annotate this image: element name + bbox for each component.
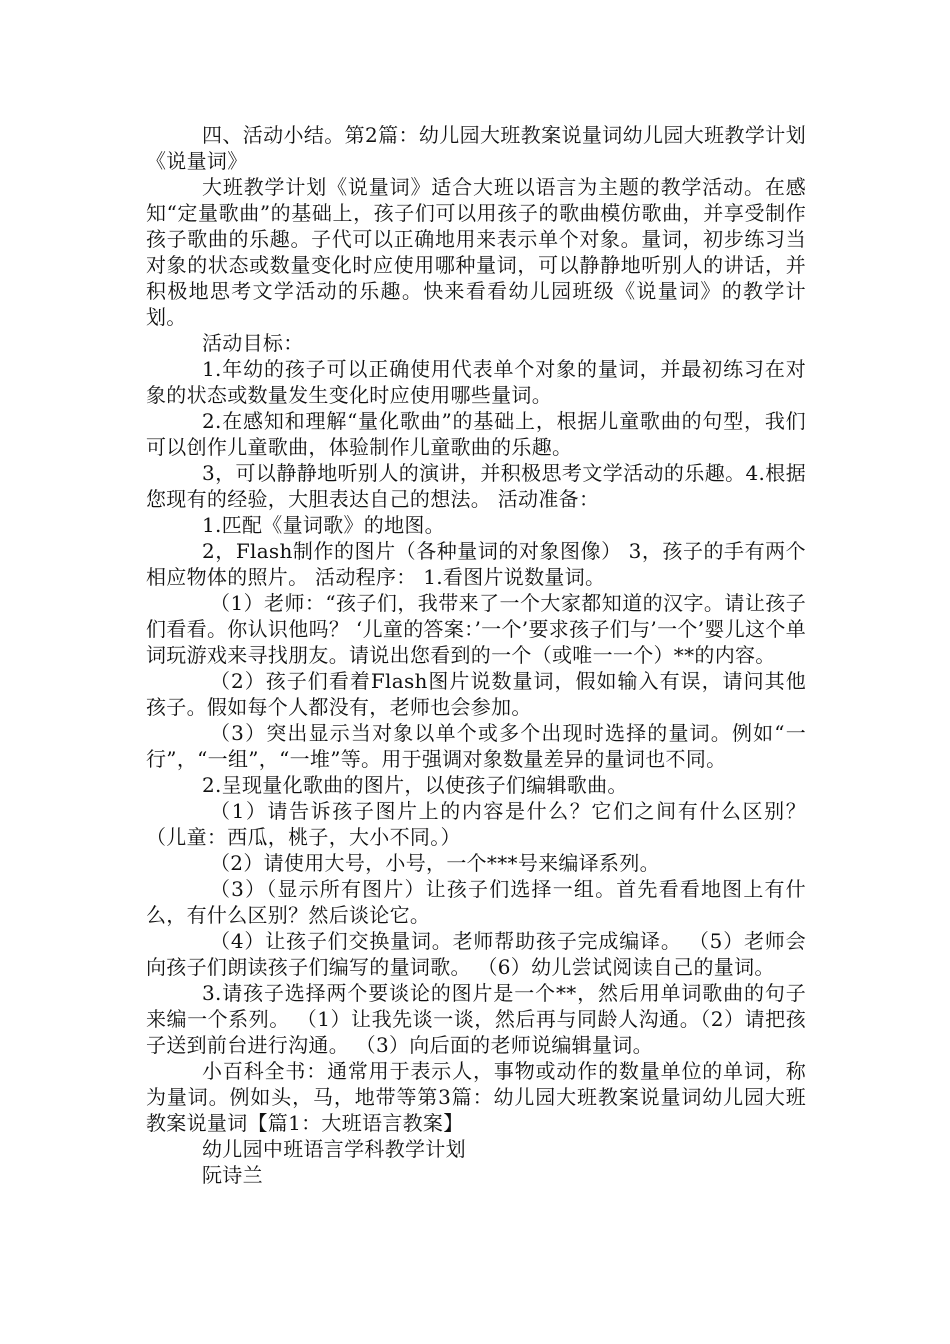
paragraph-step-1-2: （2）孩子们看着Flash图片说数量词，假如输入有误，请问其他孩子。假如每个人都没有，老师也会参加。 (146, 669, 806, 719)
paragraph-author: 阮诗兰 (202, 1163, 263, 1187)
paragraph-encyclopedia: 小百科全书：通常用于表示人，事物或动作的数量单位的单词，称为量词。例如头，马，地带等第3篇：幼儿园大班教案说量词幼儿园大班教案说量词【篇1：大班语言教案】 (146, 1059, 806, 1135)
paragraph-step-2-2: （2）请使用大号，小号，一个***号来编译系列。 (210, 851, 660, 875)
paragraph-step-2-4-6: （4）让孩子们交换量词。老师帮助孩子完成编译。 （5）老师会向孩子们朗读孩子们编写的量词歌。 （6）幼儿尝试阅读自己的量词。 (146, 929, 806, 979)
paragraph-intro: 大班教学计划《说量词》适合大班以语言为主题的教学活动。在感知“定量歌曲”的基础上，孩子们可以用孩子的歌曲模仿歌曲，并享受制作孩子歌曲的乐趣。子代可以正确地用来表示单个对象。量词，初步练习当对象的状态或数量变化时应使用哪种量词，可以静静地听别人的讲话，并积极地思考文学活动的乐趣。快来看看幼儿园班级《说量词》的教学计划。 (146, 175, 806, 329)
paragraph-goal-1: 1.年幼的孩子可以正确使用代表单个对象的量词，并最初练习在对象的状态或数量发生变化时应使用哪些量词。 (146, 357, 806, 407)
paragraph-plan-title: 幼儿园中班语言学科教学计划 (202, 1137, 466, 1161)
paragraph-step-2-1: （1）请告诉孩子图片上的内容是什么？它们之间有什么区别？（儿童：西瓜，桃子，大小不同。） (146, 799, 806, 849)
paragraph-prep-1: 1.匹配《量词歌》的地图。 (202, 513, 445, 537)
paragraph-step-2-3: （3）（显示所有图片）让孩子们选择一组。首先看看地图上有什么，有什么区别？然后谈论它。 (146, 877, 806, 927)
paragraph-goal-2: 2.在感知和理解“量化歌曲”的基础上，根据儿童歌曲的句型，我们可以创作儿童歌曲，体验制作儿童歌曲的乐趣。 (146, 409, 806, 459)
paragraph-goal-3-4: 3，可以静静地听别人的演讲，并积极思考文学活动的乐趣。4.根据您现有的经验，大胆表达自己的想法。 活动准备： (146, 461, 806, 511)
paragraph-prep-2-3: 2，Flash制作的图片（各种量词的对象图像） 3，孩子的手有两个相应物体的照片。 活动程序： 1.看图片说数量词。 (146, 539, 806, 589)
paragraph-summary-heading: 四、活动小结。第2篇：幼儿园大班教案说量词幼儿园大班教学计划《说量词》 (146, 123, 806, 173)
document-body (146, 122, 806, 1188)
paragraph-goals-heading: 活动目标： (202, 331, 304, 355)
paragraph-step-1-3: （3）突出显示当对象以单个或多个出现时选择的量词。例如“一行”，“一组”，“一堆”等。用于强调对象数量差异的量词也不同。 (146, 721, 806, 771)
paragraph-step-1-1: （1）老师：“孩子们，我带来了一个大家都知道的汉字。请让孩子们看看。你认识他吗？ ‘儿童的答案：’一个’要求孩子们与’一个’婴儿这个单词玩游戏来寻找朋友。请说出您看到的一个（或唯一一个）**的内容。 (146, 591, 806, 667)
paragraph-step-2: 2.呈现量化歌曲的图片，以使孩子们编辑歌曲。 (202, 773, 628, 797)
paragraph-step-3: 3.请孩子选择两个要谈论的图片是一个**，然后用单词歌曲的句子来编一个系列。 （1）让我先谈一谈，然后再与同龄人沟通。（2）请把孩子送到前台进行沟通。 （3）向后面的老师说编辑量词。 (146, 981, 806, 1057)
